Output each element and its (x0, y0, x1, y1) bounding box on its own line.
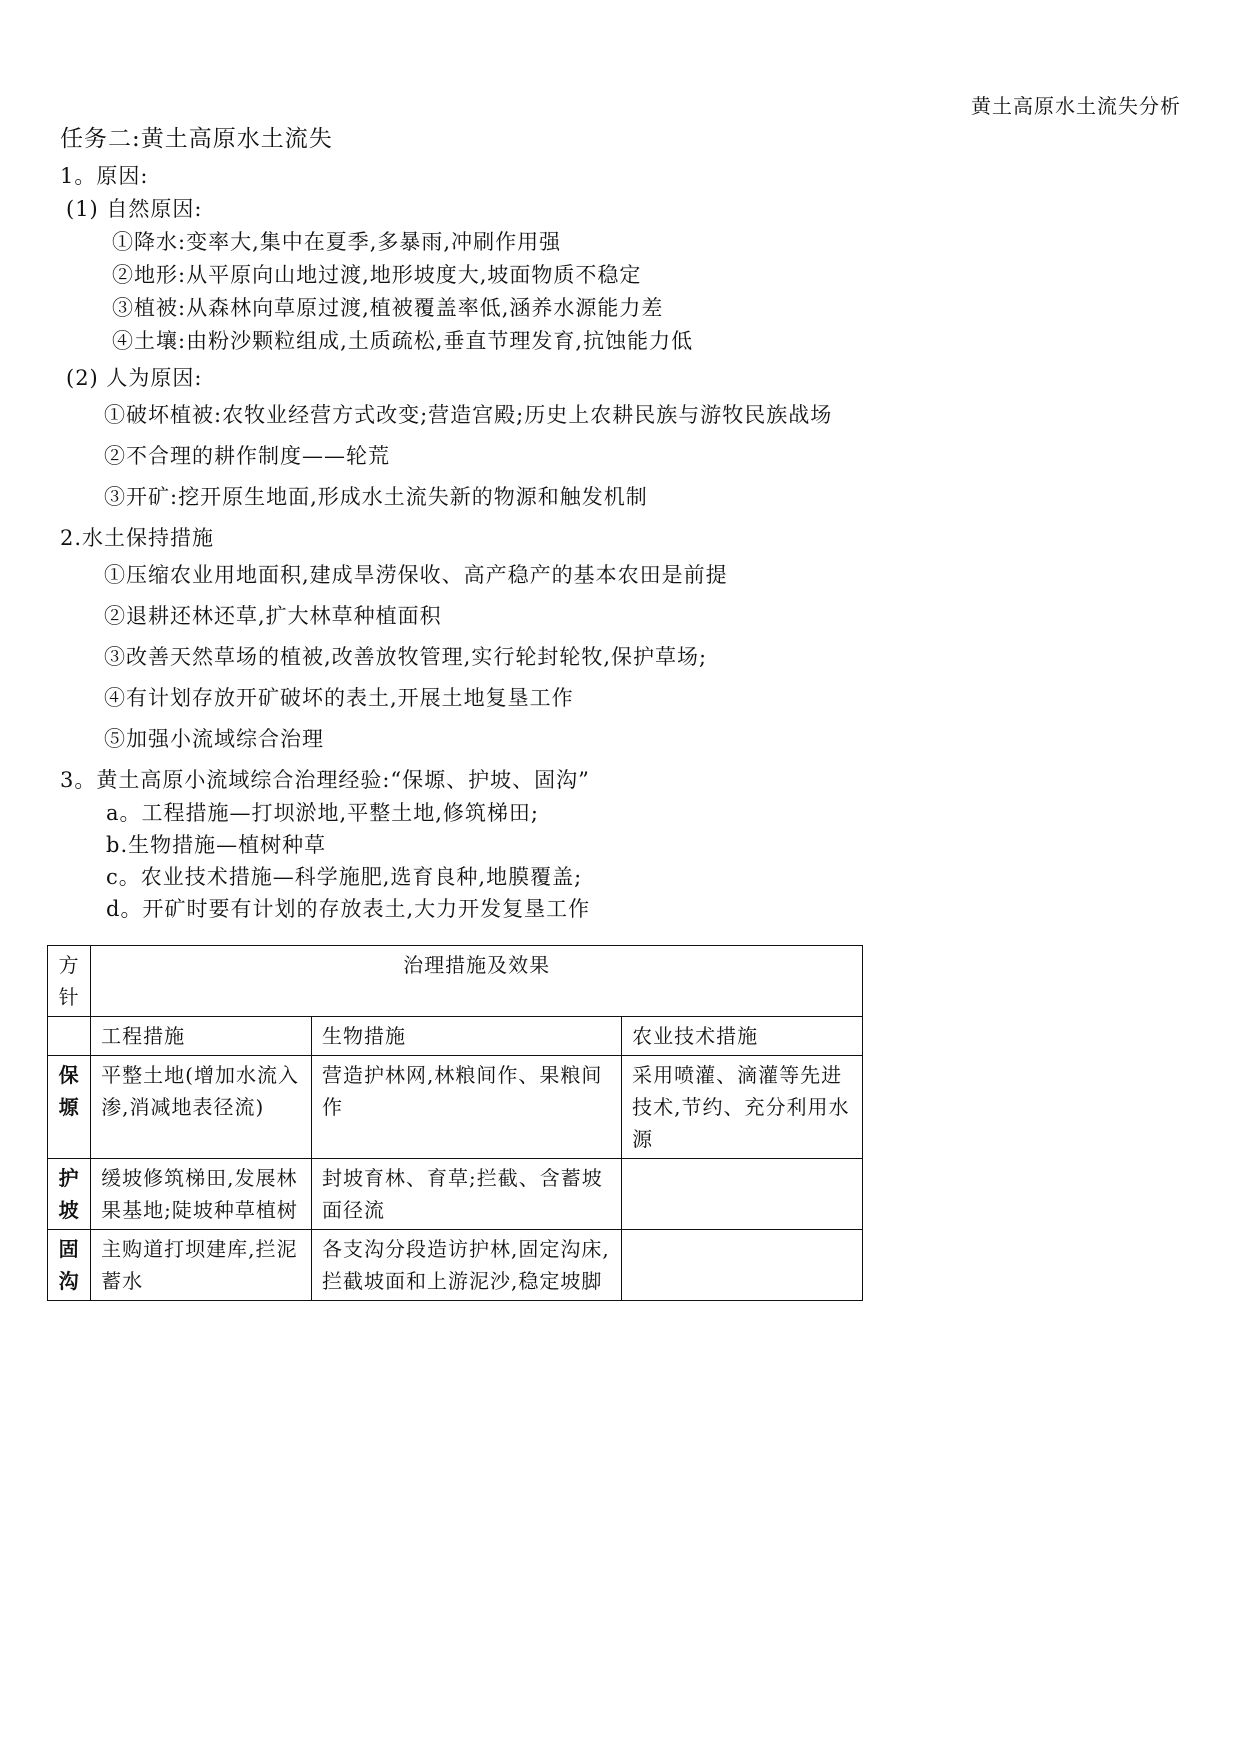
column-header: 工程措施 (91, 1017, 312, 1056)
experience-item: d。开矿时要有计划的存放表土,大力开发复垦工作 (106, 897, 591, 921)
section-3-heading: 3。黄土高原小流域综合治理经验:“保塬、护坡、固沟” (60, 768, 590, 792)
measure-item: ②退耕还林还草,扩大林草种植面积 (104, 604, 442, 628)
human-cause-item: ①破坏植被:农牧业经营方式改变;营造宫殿;历史上农耕民族与游牧民族战场 (104, 403, 833, 427)
table-cell: 营造护林网,林粮间作、果粮间作 (311, 1056, 621, 1159)
empty-cell (48, 1017, 91, 1056)
span-header-cell: 治理措施及效果 (91, 946, 863, 1017)
table-cell: 封坡育林、育草;拦截、含蓄坡面径流 (311, 1159, 621, 1230)
section-2-heading: 2.水土保持措施 (60, 526, 215, 550)
human-causes-heading: (2) 人为原因: (66, 366, 203, 390)
table-cell: 缓坡修筑梯田,发展林果基地;陡坡种草植树 (91, 1159, 312, 1230)
human-cause-item: ③开矿:挖开原生地面,形成水土流失新的物源和触发机制 (104, 485, 648, 509)
table-cell: 主购道打坝建库,拦泥蓄水 (91, 1230, 312, 1301)
column-header: 农业技术措施 (622, 1017, 863, 1056)
experience-item: b.生物措施—植树种草 (106, 833, 327, 857)
table-header-row (48, 946, 863, 1017)
table-row (48, 1159, 863, 1230)
column-header-row (48, 1017, 863, 1056)
column-header: 生物措施 (311, 1017, 621, 1056)
table-cell (622, 1159, 863, 1230)
measure-item: ①压缩农业用地面积,建成旱涝保收、高产稳产的基本农田是前提 (104, 563, 728, 587)
measure-item: ④有计划存放开矿破坏的表土,开展土地复垦工作 (104, 686, 574, 710)
table-cell: 平整土地(增加水流入渗,消减地表径流) (91, 1056, 312, 1159)
document-title: 任务二:黄土高原水土流失 (60, 126, 333, 152)
table-cell: 各支沟分段造访护林,固定沟床,拦截坡面和上游泥沙,稳定坡脚 (311, 1230, 621, 1301)
table-cell: 采用喷灌、滴灌等先进技术,节约、充分利用水源 (622, 1056, 863, 1159)
table-row (48, 1056, 863, 1159)
page-header: 黄土高原水土流失分析 (971, 94, 1181, 118)
human-cause-item: ②不合理的耕作制度——轮荒 (104, 444, 390, 468)
governance-table (47, 945, 863, 1301)
row-label: 保塬 (48, 1056, 91, 1159)
natural-cause-item: ③植被:从森林向草原过渡,植被覆盖率低,涵养水源能力差 (112, 296, 664, 320)
row-label: 固沟 (48, 1230, 91, 1301)
table-cell (622, 1230, 863, 1301)
experience-item: a。工程措施—打坝淤地,平整土地,修筑梯田; (106, 801, 539, 825)
measure-item: ⑤加强小流域综合治理 (104, 727, 324, 751)
natural-causes-heading: (1) 自然原因: (66, 197, 203, 221)
measure-item: ③改善天然草场的植被,改善放牧管理,实行轮封轮牧,保护草场; (104, 645, 708, 669)
natural-cause-item: ④土壤:由粉沙颗粒组成,土质疏松,垂直节理发育,抗蚀能力低 (112, 329, 694, 353)
document-body (60, 122, 1180, 925)
section-1-heading: 1。原因: (60, 164, 149, 188)
table-row (48, 1230, 863, 1301)
row-label: 护坡 (48, 1159, 91, 1230)
natural-cause-item: ②地形:从平原向山地过渡,地形坡度大,坡面物质不稳定 (112, 263, 642, 287)
corner-cell: 方针 (48, 946, 91, 1017)
experience-item: c。农业技术措施—科学施肥,选育良种,地膜覆盖; (106, 865, 583, 889)
natural-cause-item: ①降水:变率大,集中在夏季,多暴雨,冲刷作用强 (112, 230, 562, 254)
